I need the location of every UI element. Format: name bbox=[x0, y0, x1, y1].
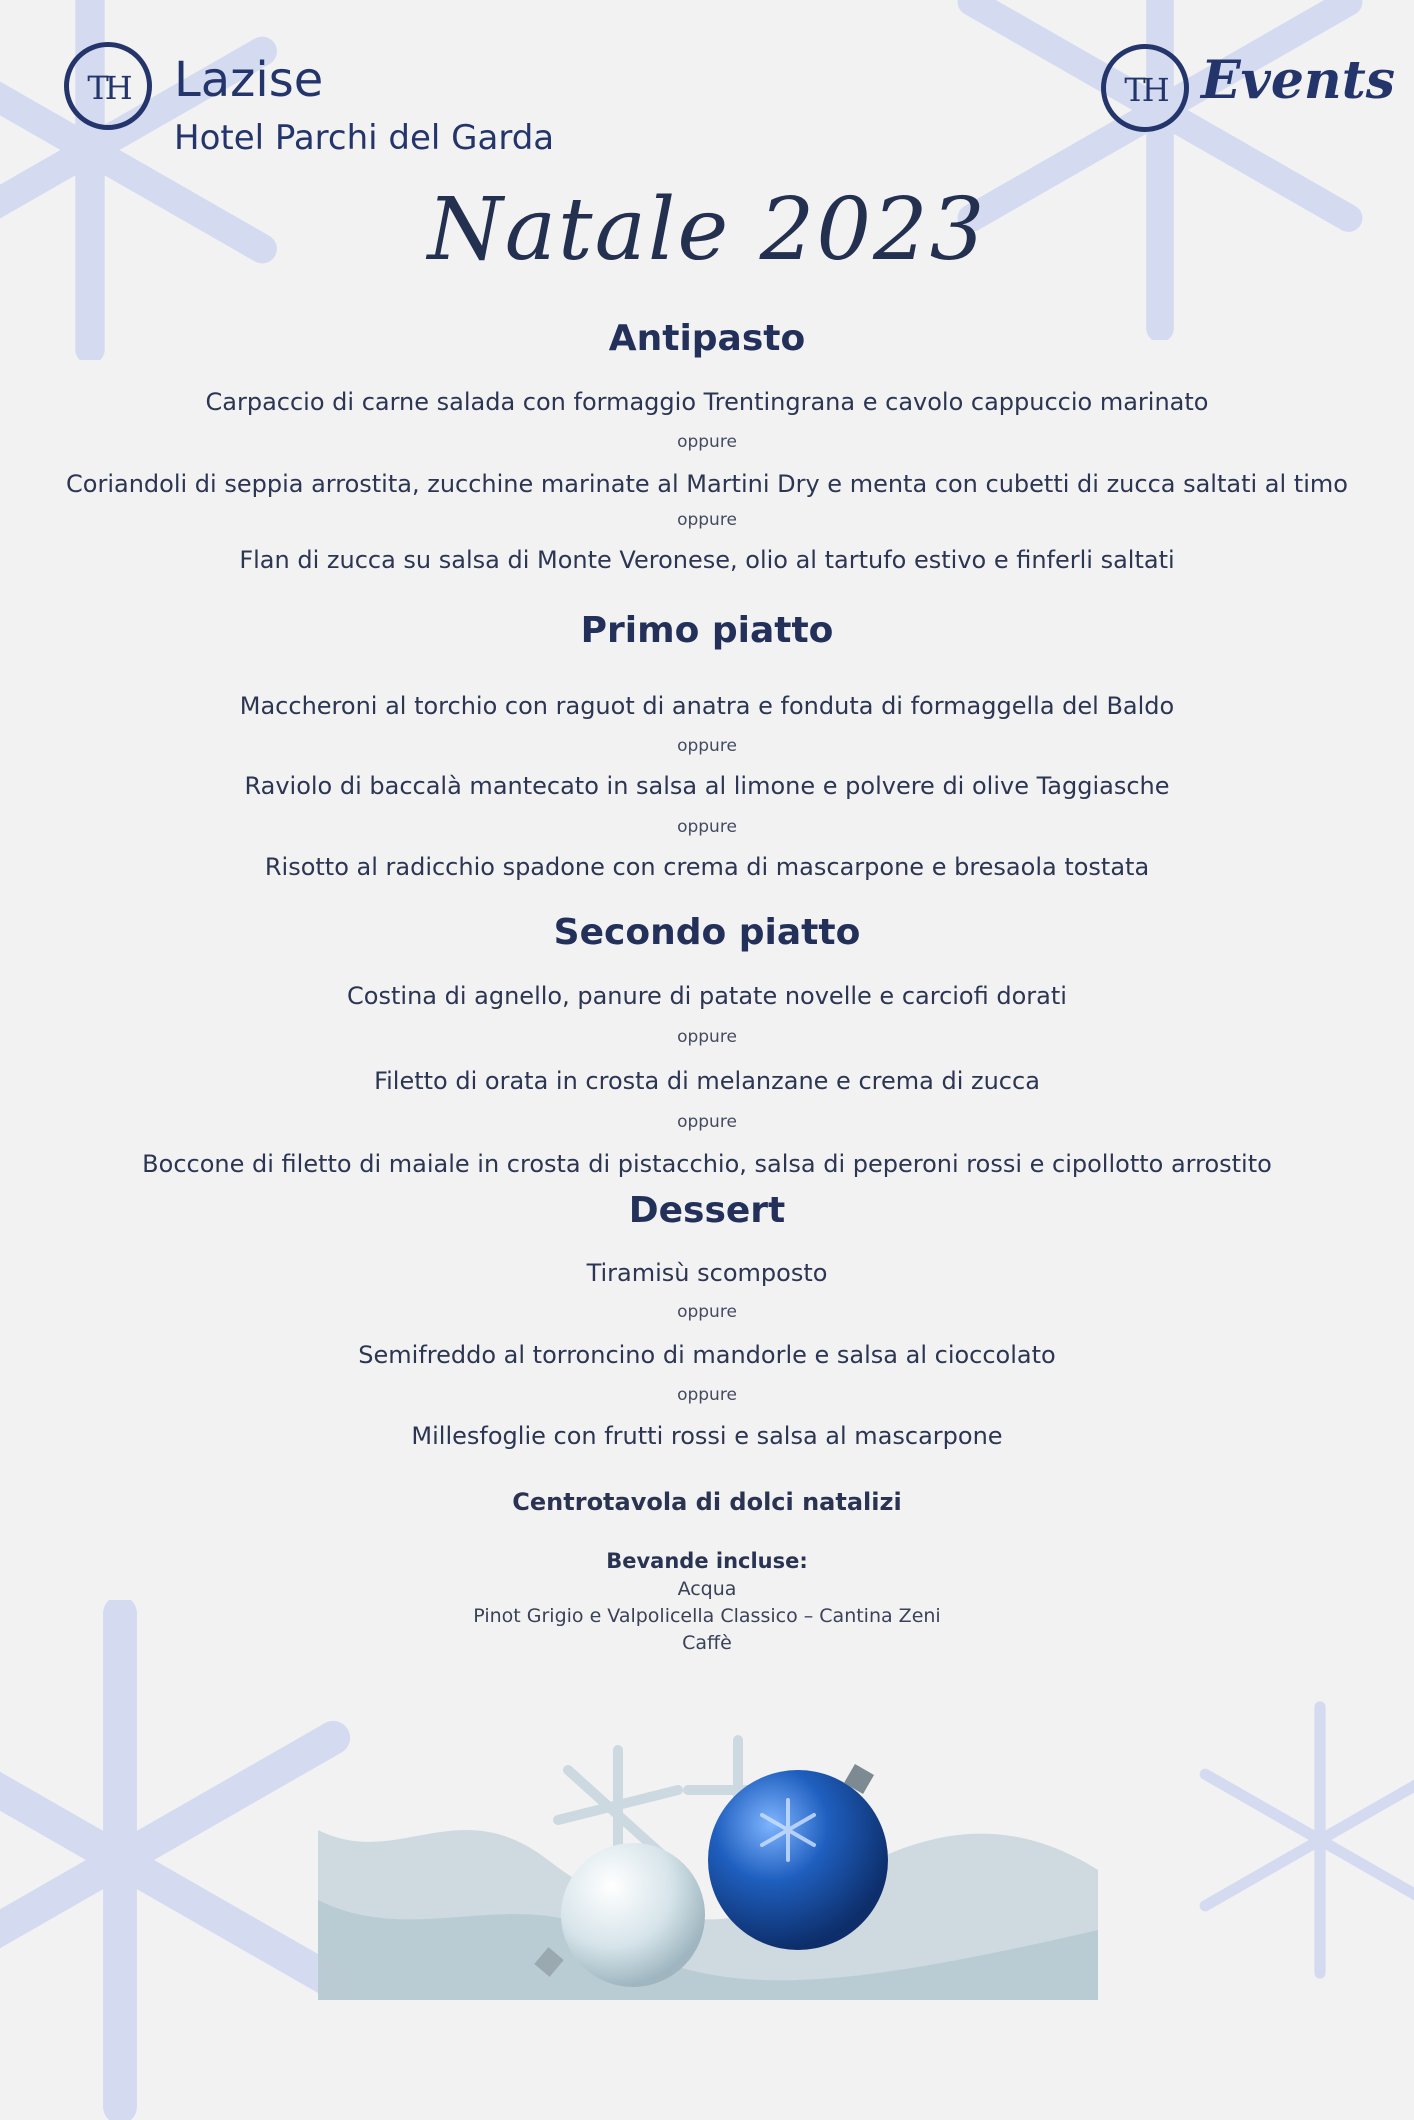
oppure-separator: oppure bbox=[677, 1302, 737, 1322]
beverage-item: Caffè bbox=[682, 1632, 732, 1654]
th-logo-icon bbox=[1101, 44, 1189, 132]
events-logo bbox=[1101, 44, 1396, 136]
dish-item: Risotto al radicchio spadone con crema di mascarpone e bresaola tostata bbox=[264, 853, 1150, 881]
brand-subtitle: Hotel Parchi del Garda bbox=[174, 118, 555, 158]
th-mark: TH bbox=[1124, 71, 1166, 109]
dish-item: Carpaccio di carne salada con formaggio Trentingrana e cavolo cappuccio marinato bbox=[205, 388, 1209, 416]
section-heading: Antipasto bbox=[608, 318, 806, 359]
th-mark: TH bbox=[87, 69, 129, 107]
beverage-item: Pinot Grigio e Valpolicella Classico – Cantina Zeni bbox=[473, 1605, 941, 1627]
th-logo-icon bbox=[64, 42, 152, 130]
oppure-separator: oppure bbox=[677, 510, 737, 530]
brand-title: Lazise bbox=[174, 52, 324, 108]
dish-item: Boccone di filetto di maiale in crosta di pistacchio, salsa di peperoni rossi e cipollotto arrostito bbox=[142, 1150, 1272, 1178]
dish-item: Semifreddo al torroncino di mandorle e salsa al cioccolato bbox=[358, 1341, 1056, 1369]
dish-item: Flan di zucca su salsa di Monte Veronese, olio al tartufo estivo e finferli saltati bbox=[239, 546, 1175, 574]
dish-item: Millesfoglie con frutti rossi e salsa al mascarpone bbox=[411, 1422, 1003, 1450]
beverage-item: Acqua bbox=[677, 1578, 737, 1600]
oppure-separator: oppure bbox=[677, 1112, 737, 1132]
dish-item: Filetto di orata in crosta di melanzane e crema di zucca bbox=[374, 1067, 1040, 1095]
dish-item: Maccheroni al torchio con raguot di anatra e fonduta di formaggella del Baldo bbox=[239, 692, 1175, 720]
dish-item: Tiramisù scomposto bbox=[586, 1259, 828, 1287]
dish-item: Raviolo di baccalà mantecato in salsa al limone e polvere di olive Taggiasche bbox=[244, 772, 1170, 800]
centerpiece-note: Centrotavola di dolci natalizi bbox=[512, 1488, 902, 1516]
section-heading: Dessert bbox=[628, 1190, 786, 1231]
hotel-logo bbox=[64, 42, 624, 172]
oppure-separator: oppure bbox=[677, 736, 737, 756]
oppure-separator: oppure bbox=[677, 432, 737, 452]
snowflake-decoration-icon bbox=[1180, 1700, 1414, 1980]
christmas-baubles-icon bbox=[318, 1730, 1098, 2000]
dish-item: Coriandoli di seppia arrostita, zucchine marinate al Martini Dry e menta con cubetti di zucca saltati al timo bbox=[66, 470, 1348, 498]
dish-item: Costina di agnello, panure di patate novelle e carciofi dorati bbox=[347, 982, 1067, 1010]
oppure-separator: oppure bbox=[677, 1385, 737, 1405]
beverages-heading: Bevande incluse: bbox=[606, 1549, 808, 1573]
page-title: Natale 2023 bbox=[427, 180, 987, 280]
section-heading: Primo piatto bbox=[580, 610, 834, 651]
events-word: Events bbox=[1201, 50, 1396, 111]
oppure-separator: oppure bbox=[677, 1027, 737, 1047]
section-heading: Secondo piatto bbox=[553, 912, 861, 953]
oppure-separator: oppure bbox=[677, 817, 737, 837]
